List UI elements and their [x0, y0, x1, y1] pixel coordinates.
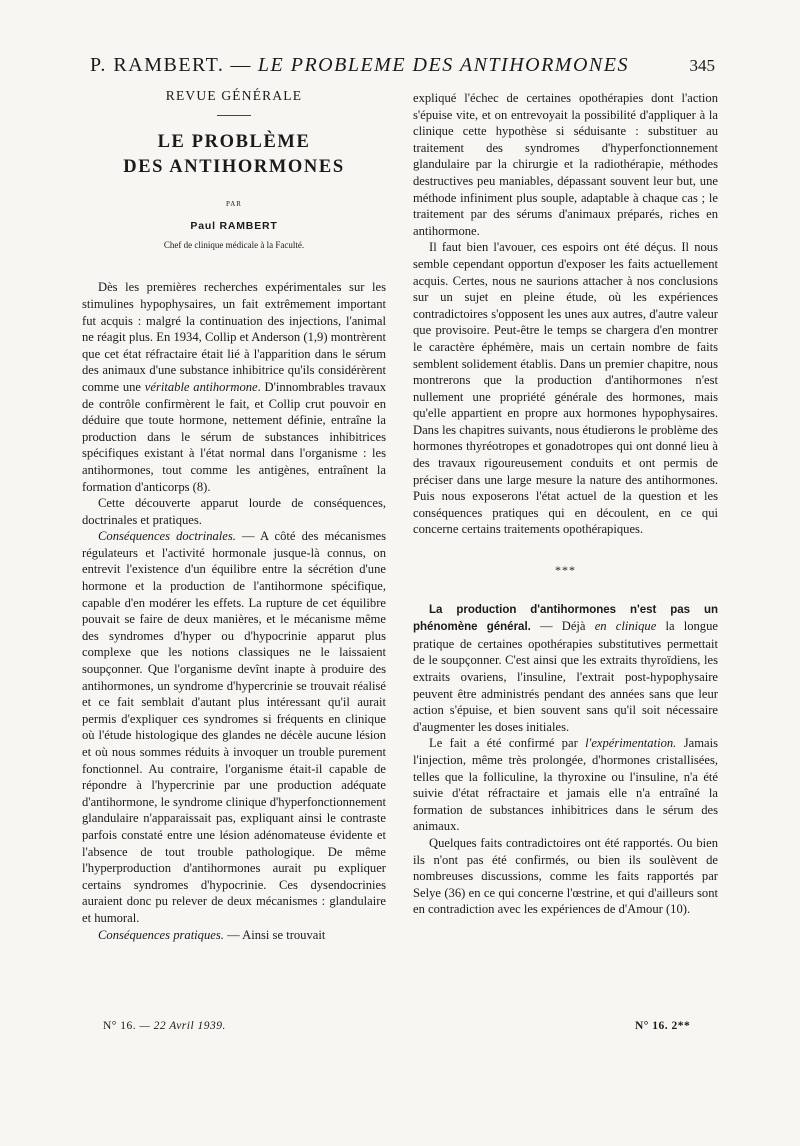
article-title-line1: LE PROBLÈME — [157, 131, 311, 152]
running-title — [90, 54, 629, 77]
by-label: PAR — [226, 199, 242, 208]
paragraph: Quelques faits contradictoires ont été rapportés. Ou bien ils n'ont pas été confirmés, ou bien ils soulèvent de nombreuses discussions, comme les faits rapportés par Selye (36) en ce qui concerne l'œstrine, et qui d'ailleurs sont en contradiction avec les expériences de d'Amour (10). — [413, 835, 718, 917]
bold-heading: La production d'antihormones n'est pas un phénomène général. — [413, 603, 718, 634]
footer-issue-date — [103, 1020, 226, 1032]
left-column — [82, 88, 386, 943]
page-number: 345 — [689, 56, 715, 75]
paragraph: Il faut bien l'avouer, ces espoirs ont été déçus. Il nous semble cependant opportun d'exposer les faits actuellement acquis. Certes, nous ne saurions attacher à nos conclusions sur un sujet en pleine étude, où les expériences contradictoires s'opposent les unes aux autres, d'autre valeur que provisoire. Peut-être le temps se chargera d'en montrer le caractère éphémère, mais un certain nombre de faits semblent solidement établis. Dans un premier chapitre, nous montrerons que la production d'antihormones n'est nullement une propriété générale des hormones, mais qu'elle appartient en propre aux hormones hypophysaires. Dans les chapitres suivants, nous étudierons le problème des hormones thyréotropes et gonadotropes qui ont donné lieu à des travaux rigoureusement conduits et ont permis de préciser dans une large mesure la nature des antihormones. Puis nous exposerons l'état actuel de la question et les conséquences pratiques qui en découlent, en ce qui concerne certains traitements opothérapiques. — [413, 240, 718, 537]
issue-number: N° 16. — [103, 1020, 137, 1032]
footer-separator: — — [139, 1020, 151, 1032]
running-head — [90, 54, 715, 84]
italic-heading: Conséquences doctrinales. — [98, 529, 236, 544]
paragraph — [82, 927, 386, 944]
text-run: Jamais l'injection, même très prolongée, d'hormones cristallisées, telles que la folliculine, la thyroxine ou l'insuline, n'a été suivie d'état réfractaire et jamais elle n'a entraîné la formation de substances inhibitrices dans le sérum des animaux. — [413, 736, 718, 834]
text-run: la longue pratique de certaines opothérapies substitutives permettait de le soupçonner. C'est ainsi que les extraits thyroïdiens, les extraits ovariens, l'insuline, l'extrait post-hypophysaire peuvent être administrés pendant des années sans que leur action s'épuise, et bien souvent sans qu'il soit nécessaire d'augmenter les doses initiales. — [413, 619, 718, 734]
author-affiliation: Chef de clinique médicale à la Faculté. — [163, 239, 305, 250]
italic-heading: Conséquences pratiques. — [98, 927, 224, 942]
paragraph: Cette découverte apparut lourde de conséquences, doctrinales et pratiques. — [82, 496, 386, 527]
text-run: Dès les premières recherches expérimentales sur les stimulines hypophysaires, un fait extrêmement important fut acquis : malgré la continuation des injections, l'animal ne réagit plus. En 1934, Collip et Anderson (1,9) montrèrent que cet état réfractaire était lié à l'apparition dans le sérum des animaux d'une substance inhibitrice qu'ils considérèrent comme une — [82, 280, 386, 394]
text-run: — A côté des mécanismes régulateurs et l'activité hormonale jusque-là connus, on entrevit l'existence d'un équilibre entre la sécrétion d'une hormone et la production de l'antihormone spécifique, capable d'en modérer les effets. La rupture de cet équilibre pouvait se faire de deux manières, et le mécanisme même des syndromes d'hyper ou d'hypocrinie apparut plus complexe que les notions classiques ne le laissaient soupçonner. Que l'organisme devînt inapte à produire des antihormones, un syndrome d'hypercrinie se trouvait réalisé et ce fait semblait d'autant plus intéressant qu'il aurait permis d'expliquer ces syndromes si fréquents en clinique où l'étude histologique des glandes ne décèle aucune lésion et où nous sommes réduits à invoquer un trouble purement fonctionnel. Au contraire, l'organisme était-il capable de répondre à l'hypercrinie par une production adéquate d'antihormone, le syndrome clinique d'hyperfonctionnement glandulaire n'apparaissait pas, expliquant ainsi le contraste parfois constaté entre une lésion adénomateuse évidente et l'absence de tout trouble pathologique. De même l'hyperproduction d'antihormones aurait pu expliquer certains syndromes d'hypocrinie. Ces dysendocrinies auraient donc pu relever de deux mécanismes : glandulaire et humoral. — [82, 529, 386, 925]
section-label: REVUE GÉNÉRALE — [165, 88, 303, 103]
printer-signature: N° 16. 2** — [635, 1020, 691, 1032]
section-divider — [217, 115, 251, 116]
running-head-author: P. RAMBERT. — [90, 54, 225, 76]
running-head-title: LE PROBLEME DES ANTIHORMONES — [257, 54, 629, 76]
issue-date: 22 Avril 1939. — [153, 1020, 226, 1032]
author-name: Paul RAMBERT — [190, 220, 278, 233]
asterism: *** — [555, 563, 576, 578]
text-run: Le fait a été confirmé par — [429, 736, 586, 751]
italic-text: véritable antihormone — [144, 379, 258, 394]
paragraph — [413, 601, 718, 736]
article-title-line2: DES ANTIHORMONES — [123, 156, 345, 177]
text-run: — Ainsi se trouvait — [223, 927, 326, 942]
text-run: — Déjà — [530, 619, 595, 634]
paragraph: expliqué l'échec de certaines opothérapies dont l'action s'épuise vite, et on entrevoyait la possibilité d'appliquer à la clinique cette hypothèse si séduisante : substituer au traitement des syndromes d'hyperfonctionnement glandulaire par la chirurgie et la radiothérapie, méthodes destructives peu maniables, dépassant souvent leur but, une méthode infiniment plus souple, adaptable à chaque cas ; le traitement par des sérums d'animaux préparés, riches en antihormone. — [413, 91, 718, 238]
paragraph — [82, 279, 386, 495]
paragraph — [413, 735, 718, 835]
paragraph — [82, 528, 386, 926]
text-run: . D'innombrables travaux de contrôle confirmèrent le fait, et Collip crut pouvoir en déduire que toute hormone, nettement définie, entraîne la production dans le sérum de substances inhibitrices spécifiques existant à l'état normal dans l'organisme : les antihormones, tout comme les antigènes, entraînent la formation d'anticorps (8). — [82, 379, 386, 494]
right-column — [413, 90, 718, 918]
running-head-separator: — — [230, 54, 252, 76]
italic-text: l'expérimentation. — [585, 736, 677, 751]
italic-text: en clinique — [594, 619, 657, 634]
